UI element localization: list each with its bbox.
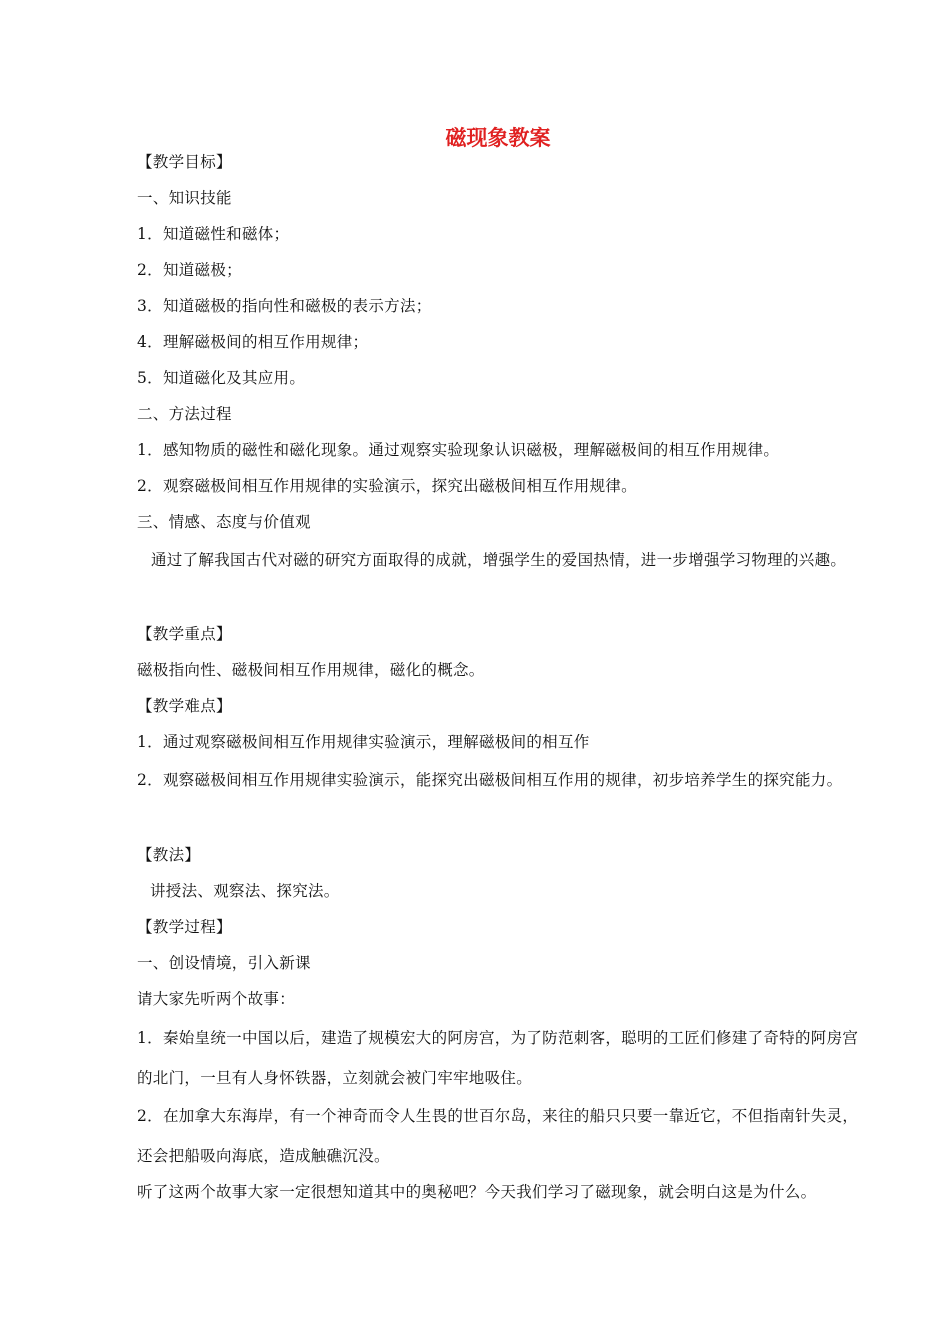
subheading-intro: 一、创设情境，引入新课 bbox=[137, 954, 311, 972]
section-heading-objectives: 【教学目标】 bbox=[137, 153, 232, 171]
paragraph: 讲授法、观察法、探究法。 bbox=[150, 882, 340, 900]
list-item: 2．观察磁极间相互作用规律的实验演示，探究出磁极间相互作用规律。 bbox=[137, 477, 637, 495]
subheading-emotion-values: 三、情感、态度与价值观 bbox=[137, 513, 311, 531]
list-item: 1．知道磁性和磁体； bbox=[137, 225, 290, 243]
section-heading-methods: 【教法】 bbox=[137, 846, 201, 864]
document-title: 磁现象教案 bbox=[445, 126, 551, 150]
list-item: 1．感知物质的磁性和磁化现象。通过观察实验现象认识磁极，理解磁极间的相互作用规律。 bbox=[137, 441, 780, 459]
section-heading-key-points: 【教学重点】 bbox=[137, 625, 232, 643]
list-item: 1．通过观察磁极间相互作用规律实验演示，理解磁极间的相互作 bbox=[137, 733, 590, 751]
paragraph: 磁极指向性、磁极间相互作用规律，磁化的概念。 bbox=[137, 661, 485, 679]
section-heading-difficulties: 【教学难点】 bbox=[137, 697, 232, 715]
list-item: 2．在加拿大东海岸，有一个神奇而令人生畏的世百尔岛，来往的船只只要一靠近它，不但指南针失灵，还会把船吸向海底，造成触礁沉没。 bbox=[137, 1107, 859, 1165]
section-heading-process: 【教学过程】 bbox=[137, 918, 232, 936]
list-item: 4．理解磁极间的相互作用规律； bbox=[137, 333, 369, 351]
subheading-method-process: 二、方法过程 bbox=[137, 405, 232, 423]
subheading-knowledge-skills: 一、知识技能 bbox=[137, 189, 232, 207]
list-item: 3．知道磁极的指向性和磁极的表示方法； bbox=[137, 297, 432, 315]
paragraph: 通过了解我国古代对磁的研究方面取得的成就，增强学生的爱国热情，进一步增强学习物理的兴趣。 bbox=[151, 551, 847, 569]
list-item: 2．知道磁极； bbox=[137, 261, 242, 279]
paragraph: 请大家先听两个故事： bbox=[137, 990, 296, 1008]
list-item: 5．知道磁化及其应用。 bbox=[137, 369, 306, 387]
list-item: 1．秦始皇统一中国以后，建造了规模宏大的阿房宫，为了防范刺客，聪明的工匠们修建了奇特的阿房宫的北门，一旦有人身怀铁器，立刻就会被门牢牢地吸住。 bbox=[137, 1029, 859, 1087]
paragraph: 听了这两个故事大家一定很想知道其中的奥秘吧？今天我们学习了磁现象，就会明白这是为什么。 bbox=[137, 1183, 817, 1201]
list-item: 2．观察磁极间相互作用规律实验演示，能探究出磁极间相互作用的规律，初步培养学生的探究能力。 bbox=[137, 771, 843, 789]
